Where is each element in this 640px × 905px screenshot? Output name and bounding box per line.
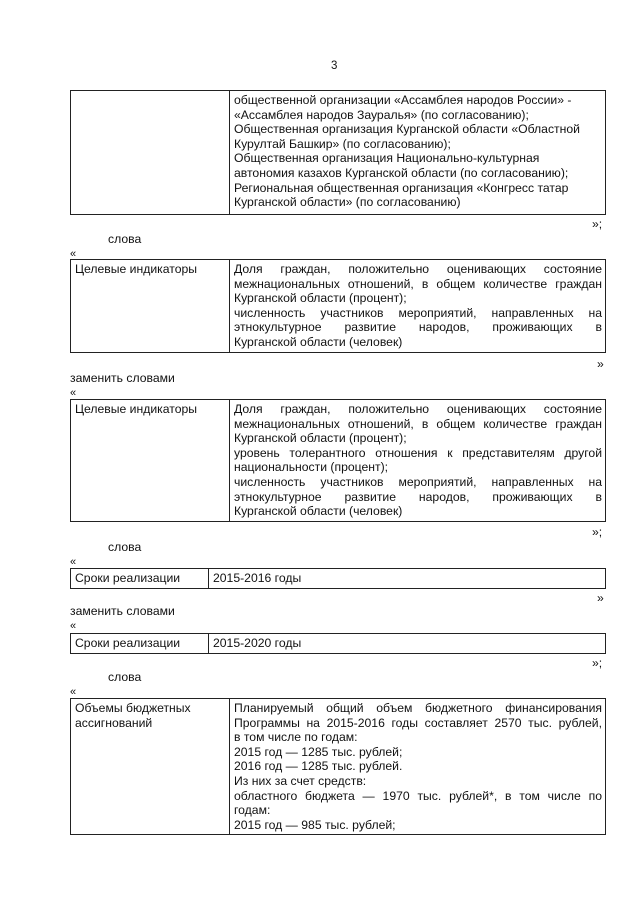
page-number: 3: [331, 60, 338, 72]
text-line: национальности (процент);: [234, 460, 389, 475]
indicators-label-cell: [71, 400, 230, 522]
text-line: Из них за счет средств:: [234, 773, 367, 788]
indicators-table-old: [70, 259, 606, 353]
period-label-cell: [71, 569, 209, 589]
text-line: этнокультурное развитие народов, проживающих в: [234, 489, 602, 504]
indicators-label: Целевые индикаторы: [75, 262, 198, 276]
text-line: Курганской области» (по согласованию): [234, 195, 461, 210]
period-label: Сроки реализации: [75, 636, 181, 650]
closing-quote: »;: [592, 217, 603, 231]
period-table-new: [70, 633, 606, 654]
text-line: Планируемый общий объем бюджетного финансирования: [234, 701, 602, 715]
text-line: межнациональных отношений, в общем количестве граждан: [234, 416, 602, 431]
participants-label-cell: [71, 91, 230, 215]
opening-quote: «: [70, 620, 77, 632]
text-line: автономия казахов Курганской области (по согласованию);: [234, 165, 569, 180]
closing-quote: »;: [592, 656, 603, 670]
words-label: слова: [108, 540, 142, 554]
period-value: 2015-2020 годы: [213, 636, 302, 650]
closing-quote: »;: [592, 525, 603, 539]
text-line: 2015 год — 985 тыс. рублей;: [234, 817, 396, 832]
budget-table: [70, 698, 606, 835]
text-line: Курганской области (человек): [234, 334, 403, 349]
text-line: «Ассамблея народов Зауралья» (по согласованию);: [234, 107, 529, 122]
text-line: Общественная организация Курганской области «Областной: [234, 122, 580, 137]
text-line: общественной организации «Ассамблея народов России» -: [234, 93, 572, 107]
text-line: уровень толерантного отношения к представителям другой: [234, 445, 602, 460]
budget-label: Объемы бюджетных: [75, 701, 191, 715]
opening-quote: «: [70, 248, 77, 260]
period-table-old: [70, 568, 606, 589]
opening-quote: «: [70, 686, 77, 698]
period-label: Сроки реализации: [75, 571, 181, 585]
indicators-value-cell: [230, 400, 606, 522]
opening-quote: «: [70, 387, 77, 399]
text-line: численность участников мероприятий, направленных на: [234, 474, 602, 489]
budget-label: ассигнований: [75, 715, 153, 730]
closing-quote: »: [597, 357, 604, 371]
participants-list-cell: [230, 91, 606, 215]
indicators-label: Целевые индикаторы: [75, 402, 198, 416]
participants-table: [70, 90, 606, 215]
text-line: Доля граждан, положительно оценивающих состояние: [234, 402, 602, 416]
indicators-value-cell: [230, 260, 606, 353]
text-line: Региональная общественная организация «Конгресс татар: [234, 180, 569, 195]
text-line: областного бюджета — 1970 тыс. рублей*, в том числе по: [234, 788, 602, 803]
period-value-cell: [209, 569, 606, 589]
text-line: Курултай Башкир» (по согласованию);: [234, 136, 451, 151]
text-line: этнокультурное развитие народов, проживающих в: [234, 320, 602, 335]
budget-value-cell: [230, 699, 606, 835]
words-label: слова: [108, 232, 142, 246]
text-line: Общественная организация Национально-культурная: [234, 151, 540, 166]
text-line: численность участников мероприятий, направленных на: [234, 305, 602, 320]
replace-words-label: заменить словами: [70, 604, 175, 618]
text-line: межнациональных отношений, в общем количестве граждан: [234, 276, 602, 291]
text-line: 2016 год — 1285 тыс. рублей.: [234, 759, 403, 774]
opening-quote: «: [70, 556, 77, 568]
replace-words-label: заменить словами: [70, 371, 175, 385]
text-line: 2015 год — 1285 тыс. рублей;: [234, 744, 403, 759]
text-line: в том числе по годам:: [234, 730, 358, 745]
text-line: Курганской области (процент);: [234, 291, 407, 306]
text-line: годам:: [234, 803, 271, 818]
indicators-label-cell: [71, 260, 230, 353]
period-value-cell: [209, 634, 606, 654]
closing-quote: »: [597, 591, 604, 605]
indicators-table-new: [70, 399, 606, 522]
text-line: Программы на 2015-2016 годы составляет 2570 тыс. рублей,: [234, 715, 602, 730]
words-label: слова: [108, 670, 142, 684]
period-label-cell: [71, 634, 209, 654]
text-line: Курганской области (человек): [234, 504, 403, 519]
text-line: Доля граждан, положительно оценивающих состояние: [234, 262, 602, 276]
budget-label-cell: [71, 699, 230, 835]
text-line: Курганской области (процент);: [234, 431, 407, 446]
period-value: 2015-2016 годы: [213, 571, 302, 585]
